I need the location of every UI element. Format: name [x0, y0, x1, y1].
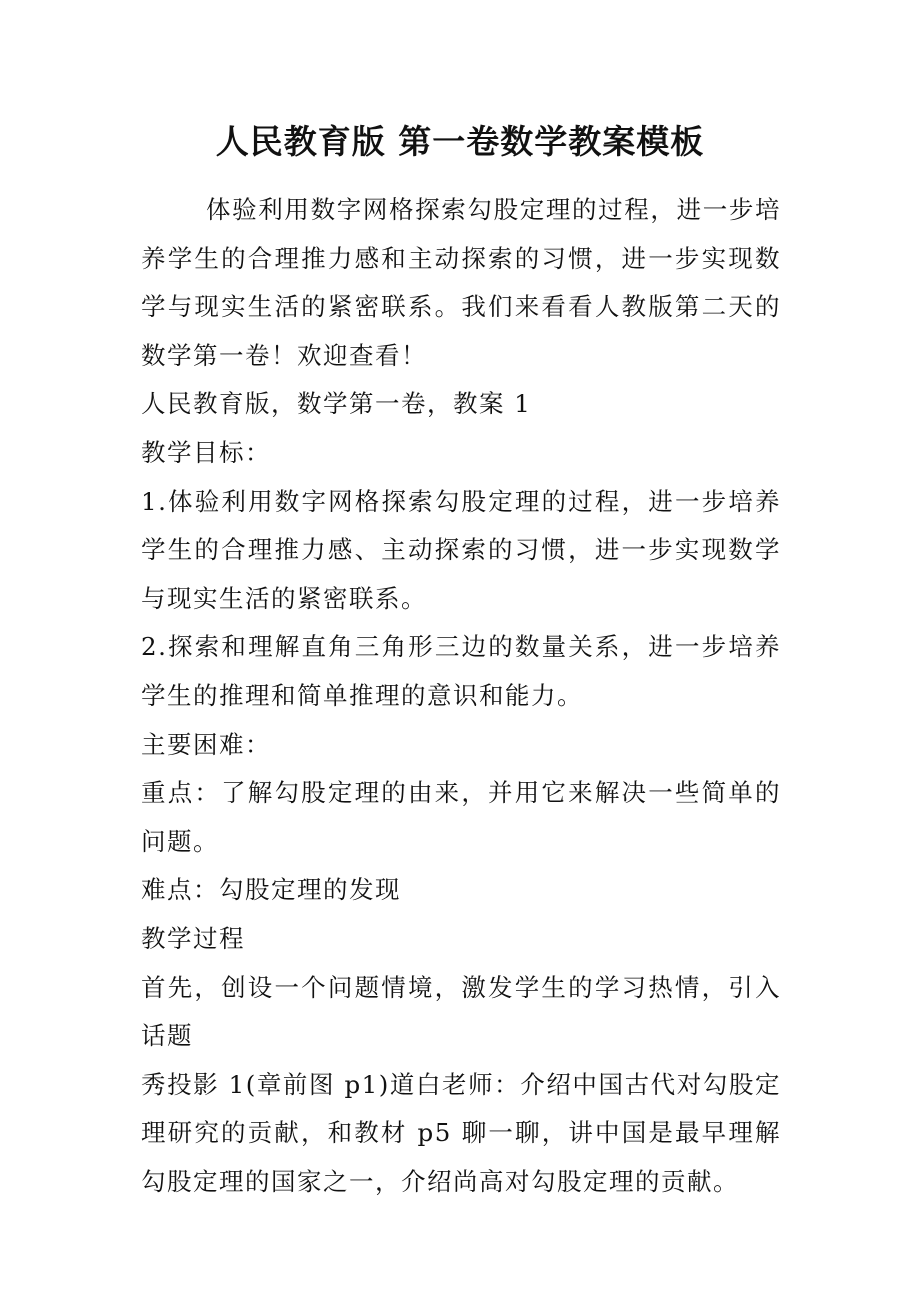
key-point: 重点：了解勾股定理的由来，并用它来解决一些简单的问题。 [141, 778, 781, 856]
objective-2: 2.探索和理解直角三角形三边的数量关系，进一步培养学生的推理和简单推理的意识和能力。 [141, 632, 781, 710]
process-step-1: 首先，创设一个问题情境，激发学生的学习热情，引入话题 [141, 972, 781, 1051]
main-difficulties-heading: 主要困难： [141, 729, 271, 759]
lesson-heading: 人民教育版，数学第一卷，教案 1 [141, 389, 532, 419]
teaching-objectives-heading: 教学目标： [141, 437, 271, 467]
process-step-projection: 秀投影 1(章前图 p1)道白老师：介绍中国古代对勾股定理研究的贡献，和教材 p5 聊一聊，讲中国是最早理解勾股定理的国家之一，介绍尚高对勾股定理的贡献。 [141, 1069, 781, 1196]
document-title: 人民教育版 第一卷数学教案模板 [215, 122, 705, 161]
objective-1: 1.体验利用数字网格探索勾股定理的过程，进一步培养学生的合理推力感、主动探索的习惯，进一步实现数学与现实生活的紧密联系。 [141, 486, 781, 613]
document-body [141, 186, 781, 1206]
intro-paragraph: 体验利用数字网格探索勾股定理的过程，进一步培养学生的合理推力感和主动探索的习惯，进一步实现数学与现实生活的紧密联系。我们来看看人教版第二天的数学第一卷！欢迎查看！ [141, 195, 781, 370]
teaching-process-heading: 教学过程 [141, 923, 245, 953]
difficult-point: 难点：勾股定理的发现 [141, 875, 401, 905]
